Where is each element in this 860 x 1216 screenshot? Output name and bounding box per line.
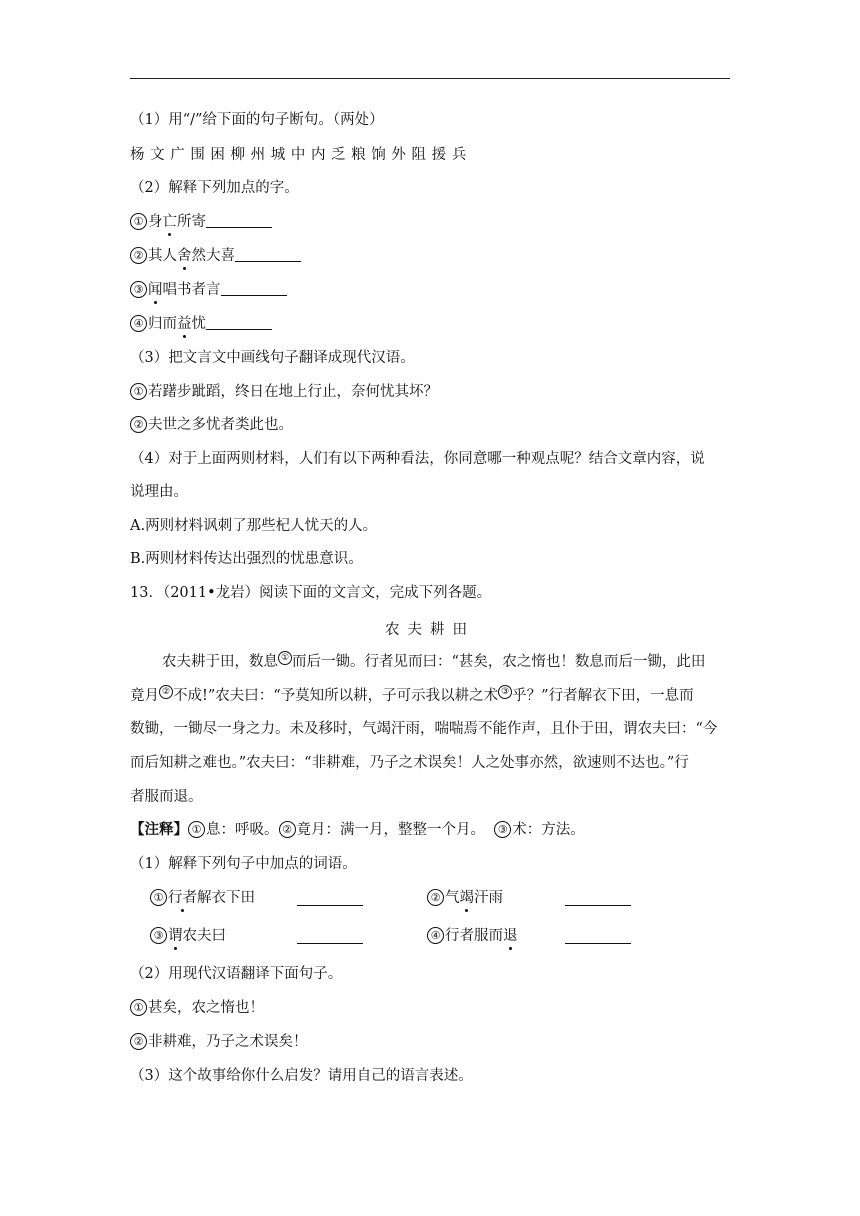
- circled-number: ①: [188, 821, 205, 838]
- circled-number: ③: [130, 281, 147, 298]
- q13-header: 13．（2011•龙岩）阅读下面的文言文，完成下列各题。: [130, 585, 492, 601]
- footnote-marker: ③: [498, 685, 512, 699]
- answer-blank[interactable]: [206, 213, 272, 228]
- circled-number: ②: [279, 821, 296, 838]
- circled-number: ①: [130, 999, 147, 1016]
- q12-word-item-3: ③ 闻唱书者言: [130, 280, 287, 300]
- answer-blank[interactable]: [565, 891, 631, 906]
- dotted-character: 闻: [148, 282, 163, 298]
- circled-number: ③: [150, 927, 167, 944]
- q12-translate-item-2: ② 夫世之多忧者类此也。: [130, 415, 293, 435]
- circled-number: ②: [130, 1033, 147, 1050]
- answer-blank[interactable]: [297, 929, 363, 944]
- q13-part1-prompt: （1）解释下列句子中加点的词语。: [130, 856, 357, 872]
- q12-part2-prompt: （2）解释下列加点的字。: [130, 180, 299, 196]
- passage-line-1: 农夫耕于田，数息 ① 而后一锄。行者见而曰：“甚矣，农之惰也！数息而后一锄，此田: [162, 653, 706, 670]
- answer-blank[interactable]: [565, 929, 631, 944]
- q12-word-item-2: ② 其人舍然大喜: [130, 246, 301, 266]
- circled-number: ①: [130, 213, 147, 230]
- header-rule: [130, 78, 730, 79]
- q13-vocab-item-1: ① 行者解衣下田: [150, 888, 255, 908]
- circled-number: ③: [494, 821, 511, 838]
- circled-number: ①: [130, 383, 147, 400]
- dotted-word: 谓: [168, 928, 183, 944]
- circled-number: ④: [130, 315, 147, 332]
- circled-number: ②: [130, 247, 147, 264]
- passage-line-3: 数锄，一锄尽一身之力。未及移时，气竭汗雨，喘喘焉不能作声，且仆于田，谓农夫曰：“今: [130, 721, 718, 737]
- dotted-character: 舍: [177, 248, 192, 264]
- dotted-word: 退: [503, 928, 518, 944]
- circled-number: ②: [427, 889, 444, 906]
- footnote-marker: ②: [159, 685, 173, 699]
- q13-vocab-item-2: ② 气竭汗雨: [427, 888, 503, 908]
- circled-number: ②: [130, 416, 147, 433]
- q13-vocab-item-4: ④ 行者服而退: [427, 926, 518, 946]
- passage-line-5: 者服而退。: [130, 789, 203, 805]
- q13-part3-prompt: （3）这个故事给你什么启发？请用自己的语言表述。: [130, 1068, 473, 1084]
- q12-sentence-to-punctuate: 杨 文 广 围 困 柳 州 城 中 内 乏 粮 饷 外 阻 援 兵: [130, 147, 467, 163]
- dotted-word: 行者: [168, 890, 197, 906]
- q12-translate-item-1: ① 若躇步跐蹈，终日在地上行止，奈何忧其坏？: [130, 382, 438, 402]
- q12-part1-prompt: （1）用“/”给下面的句子断句。（两处）: [130, 112, 384, 128]
- q12-word-item-1: ① 身亡所寄: [130, 212, 272, 232]
- answer-blank[interactable]: [206, 315, 272, 330]
- answer-blank[interactable]: [221, 281, 287, 296]
- answer-blank[interactable]: [235, 247, 301, 262]
- q13-part2-prompt: （2）用现代汉语翻译下面句子。: [130, 966, 343, 982]
- circled-number: ①: [150, 889, 167, 906]
- q12-word-item-4: ④ 归而益忧: [130, 314, 272, 334]
- footnote-marker: ①: [278, 651, 292, 665]
- q12-option-b: B.两则材料传达出强烈的忧患意识。: [130, 551, 363, 567]
- q12-part3-prompt: （3）把文言文中画线句子翻译成现代汉语。: [130, 350, 415, 366]
- q12-option-a: A.两则材料讽刺了那些杞人忧天的人。: [130, 518, 378, 534]
- passage-title: 农夫耕田: [385, 622, 475, 638]
- dotted-word: 竭: [459, 890, 474, 906]
- q12-part4-prompt-cont: 说理由。: [130, 484, 188, 500]
- q12-part4-prompt: （4）对于上面两则材料，人们有以下两种看法，你同意哪一种观点呢？结合文章内容，说: [130, 451, 705, 467]
- q13-translate-item-2: ② 非耕难，乃子之术误矣！: [130, 1032, 308, 1052]
- dotted-character: 亡: [162, 214, 177, 230]
- passage-notes: 【注释】 ① 息：呼吸。 ② 竟月：满一月，整整一个月。 ③ 术：方法。: [130, 821, 585, 838]
- passage-line-2: 竟月 ② 不成!”农夫曰：“予莫知所以耕，子可示我以耕之术 ③ 乎？”行者解衣下田，一息而: [130, 687, 694, 704]
- q13-vocab-item-3: ③ 谓农夫曰: [150, 926, 226, 946]
- dotted-character: 益: [177, 316, 192, 332]
- notes-label: 【注释】: [130, 821, 188, 838]
- circled-number: ④: [427, 927, 444, 944]
- q13-translate-item-1: ① 甚矣，农之惰也！: [130, 998, 264, 1018]
- answer-blank[interactable]: [297, 891, 363, 906]
- passage-line-4: 而后知耕之难也。”农夫曰：“非耕难，乃子之术误矣！人之处事亦然，欲速则不达也。”行: [130, 755, 689, 771]
